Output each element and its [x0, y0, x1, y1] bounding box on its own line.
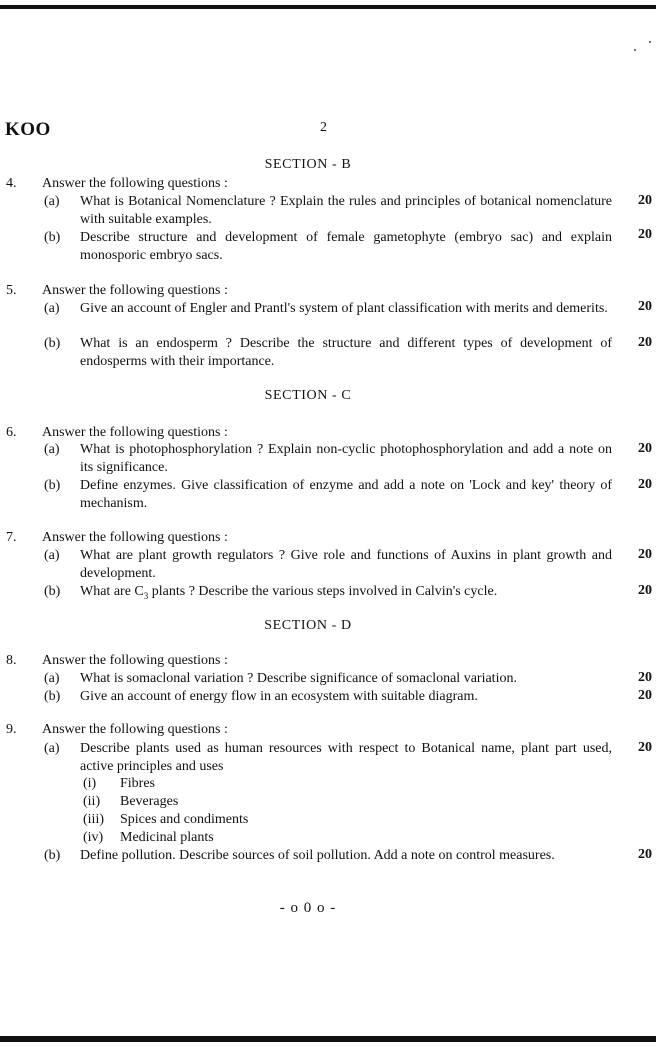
part-label: (b): [44, 848, 61, 863]
top-rule: [0, 5, 656, 9]
part-text: What is somaclonal variation ? Describe significance of somaclonal variation.: [80, 671, 517, 686]
part-text: Describe structure and development of female gametophyte (embryo sac) and explain monosporic embryo sacs.: [80, 230, 612, 263]
question-part: [44, 300, 612, 318]
list-item-text: Beverages: [120, 794, 179, 809]
part-label: (b): [44, 336, 61, 351]
page-number: 2: [320, 120, 327, 135]
part-label: (a): [44, 548, 60, 563]
marks: 20: [638, 740, 652, 755]
question-number: 5.: [6, 283, 17, 298]
paper-code: KOO: [5, 119, 51, 140]
question-instruction: Answer the following questions :: [42, 530, 228, 545]
question-number: 7.: [6, 530, 17, 545]
part-text: Describe plants used as human resources with respect to Botanical name, plant part used, active principles and uses: [80, 741, 612, 774]
part-label: (b): [44, 478, 61, 493]
question-instruction: Answer the following questions :: [42, 283, 228, 298]
marks: 20: [638, 547, 652, 562]
marks: 20: [638, 299, 652, 314]
question-number: 4.: [6, 176, 17, 191]
list-item: [83, 811, 248, 829]
marks: 20: [638, 193, 652, 208]
scan-speck: [634, 49, 636, 51]
part-text: What is Botanical Nomenclature ? Explain the rules and principles of botanical nomenclature with suitable examples.: [80, 194, 612, 227]
list-item-text: Medicinal plants: [120, 830, 214, 845]
part-text: Give an account of energy flow in an ecosystem with suitable diagram.: [80, 689, 478, 704]
question-instruction: Answer the following questions :: [42, 425, 228, 440]
question-number: 8.: [6, 653, 17, 668]
list-item-label: (i): [83, 776, 97, 791]
list-item-text: Spices and condiments: [120, 812, 249, 827]
marks: 20: [638, 583, 652, 598]
question-instruction: Answer the following questions :: [42, 176, 228, 191]
part-text-end: plants ? Describe the various steps involved in Calvin's cycle.: [148, 584, 498, 599]
marks: 20: [638, 670, 652, 685]
marks: 20: [638, 441, 652, 456]
bottom-rule: [0, 1036, 656, 1042]
question-part: [44, 229, 612, 264]
part-text: What is an endosperm ? Describe the structure and different types of development of endosperms with their importance.: [80, 336, 612, 369]
part-label: (a): [44, 194, 60, 209]
marks: 20: [638, 847, 652, 862]
part-text: What is photophosphorylation ? Explain non-cyclic photophosphorylation and add a note on its significance.: [80, 442, 612, 475]
question-part: [44, 441, 612, 476]
question-part: [44, 335, 612, 370]
question-part: [44, 547, 612, 582]
subscript: 3: [143, 590, 149, 601]
part-text: Give an account of Engler and Prantl's system of plant classification with merits and demerits.: [80, 301, 608, 316]
list-item-label: (iv): [83, 830, 104, 845]
list-item-label: (iii): [83, 812, 104, 827]
question-part: [44, 847, 612, 865]
scan-speck: [649, 41, 651, 43]
part-text: [80, 583, 612, 605]
part-label: (a): [44, 671, 60, 686]
part-label: (b): [44, 689, 61, 704]
question-part: [44, 583, 612, 605]
part-text: What are plant growth regulators ? Give role and functions of Auxins in plant growth and development.: [80, 548, 612, 581]
part-text-start: What are C: [80, 584, 144, 599]
part-text: Define pollution. Describe sources of soil pollution. Add a note on control measures.: [80, 848, 555, 863]
question-instruction: Answer the following questions :: [42, 653, 228, 668]
part-label: (b): [44, 584, 61, 599]
end-mark: - o 0 o -: [279, 900, 337, 916]
list-item-label: (ii): [83, 794, 101, 809]
part-label: (b): [44, 230, 61, 245]
section-heading-c: SECTION - C: [264, 388, 352, 403]
list-item: [83, 793, 178, 811]
question-number: 6.: [6, 425, 17, 440]
marks: 20: [638, 477, 652, 492]
part-label: (a): [44, 442, 60, 457]
list-item-text: Fibres: [120, 776, 155, 791]
marks: 20: [638, 227, 652, 242]
list-item: [83, 775, 155, 793]
question-number: 9.: [6, 722, 17, 737]
marks: 20: [638, 335, 652, 350]
list-item: [83, 829, 214, 847]
question-part: [44, 193, 612, 228]
marks: 20: [638, 688, 652, 703]
section-heading-d: SECTION - D: [264, 618, 352, 633]
part-label: (a): [44, 741, 60, 756]
part-label: (a): [44, 301, 60, 316]
question-instruction: Answer the following questions :: [42, 722, 228, 737]
question-part: [44, 740, 612, 775]
question-part: [44, 670, 612, 688]
section-heading-b: SECTION - B: [264, 157, 352, 172]
question-part: [44, 477, 612, 512]
question-part: [44, 688, 612, 706]
part-text: Define enzymes. Give classification of enzyme and add a note on 'Lock and key' theory of mechanism.: [80, 478, 612, 511]
